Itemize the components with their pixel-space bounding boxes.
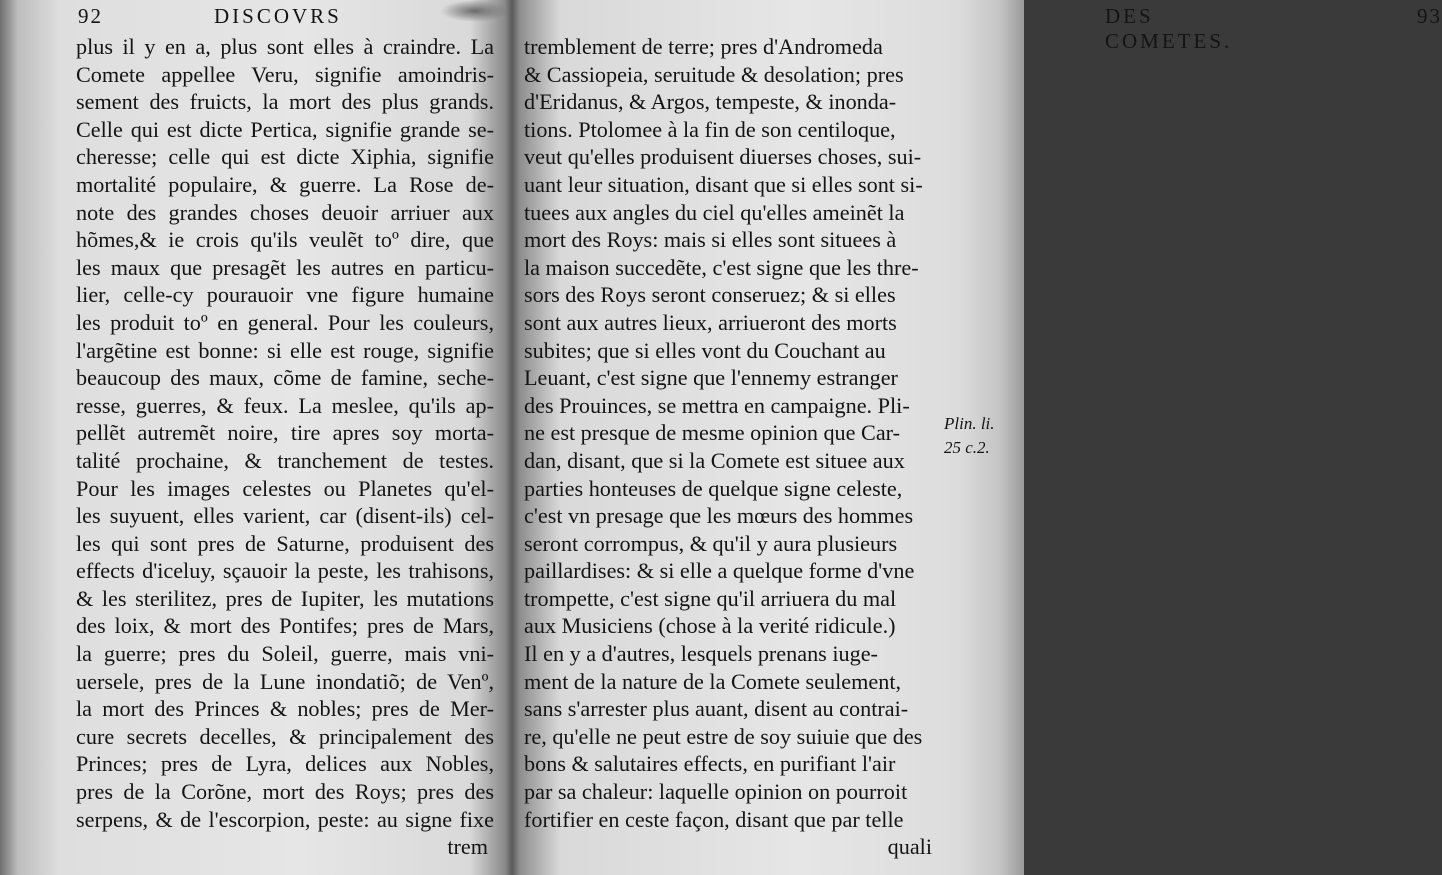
text-line: dan, disant, que si la Comete est situee aux: [524, 447, 905, 473]
text-line: Il en y a d'autres, lesquels prenans iuge-: [524, 641, 878, 667]
text-line: aux Musiciens (chose à la verité ridicule.): [524, 613, 896, 639]
text-line: les qui sont pres de Saturne, produisent des: [76, 530, 494, 556]
left-running-head: [0, 4, 505, 32]
text-line: sans s'arrester plus auant, disent au contrai-: [524, 696, 909, 722]
text-line: serpens, & de l'escorpion, peste: au signe fixe: [76, 806, 494, 832]
text-line: bons & salutaires effects, en purifiant l'air: [524, 751, 896, 777]
left-page-number: 92: [78, 4, 103, 28]
text-line: la maison succedẽte, c'est signe que les thre-: [524, 254, 919, 280]
right-body-text: [524, 33, 938, 861]
margin-note: [944, 412, 1014, 460]
left-body-text: [76, 33, 494, 861]
text-line: trompette, c'est signe qu'il arriuera du mal: [524, 585, 897, 611]
text-line: uant leur situation, disant que si elles sont si-: [524, 171, 923, 197]
text-line: paillardises: & si elle a quelque forme d'vne: [524, 558, 915, 584]
text-line: mortalité populaire, & guerre. La Rose de-: [76, 171, 494, 197]
text-line: Leuant, c'est signe que l'ennemy estranger: [524, 365, 898, 391]
text-line: les maux que presagẽt les autres en particu-: [76, 254, 494, 280]
text-line: veut qu'elles produisent diuerses choses, sui-: [524, 144, 922, 170]
text-line: les produit toº en general. Pour les couleurs,: [76, 309, 494, 335]
right-running-title: DES COMETES.: [1105, 4, 1233, 53]
text-line: par sa chaleur: laquelle opinion on pourroit: [524, 779, 908, 805]
text-line: Celle qui est dicte Pertica, signifie grande se-: [76, 116, 494, 142]
text-line: tremblement de terre; pres d'Andromeda: [524, 34, 883, 59]
text-line: hõmes,& ie crois qu'ils veulẽt toº dire, que: [76, 227, 494, 253]
margin-note-line: 25 c.2.: [944, 438, 990, 457]
text-line: d'Eridanus, & Argos, tempeste, & inonda-: [524, 89, 897, 115]
left-running-title: DISCOVRS: [214, 4, 342, 28]
text-line: beaucoup des maux, cõme de famine, seche-: [76, 365, 494, 391]
text-line: mort des Roys: mais si elles sont situees à: [524, 227, 897, 253]
text-line: tuees aux angles du ciel qu'elles ameinẽt la: [524, 199, 905, 225]
text-line: & Cassiopeia, seruitude & desolation; pres: [524, 61, 904, 87]
text-line: des loix, & mort des Pontifes; pres de Mars,: [76, 613, 494, 639]
catchword: quali: [887, 834, 932, 860]
text-line: pellẽt autremẽt noire, tire apres soy morta-: [76, 420, 494, 446]
text-line: pres de la Corõne, mort des Roys; pres des: [76, 779, 494, 805]
text-line: ment de la nature de la Comete seulement,: [524, 668, 902, 694]
text-line: les suyuent, elles varient, car (disent-ils) cel-: [76, 503, 494, 529]
text-line: cheresse; celle qui est dicte Xiphia, signifie: [76, 144, 494, 170]
text-line: Princes; pres de Lyra, delices aux Nobles,: [76, 751, 494, 777]
text-line: l'argẽtine est bonne: si elle est rouge, signifie: [76, 337, 494, 363]
text-line: seront corrompus, & qu'il y aura plusieurs: [524, 530, 898, 556]
catchword: trem: [447, 834, 488, 860]
left-page: [0, 0, 505, 875]
text-line: c'est vn presage que les mœurs des hommes: [524, 503, 914, 529]
text-line: uersele, pres de la Lune inondatiõ; de Venº,: [76, 668, 494, 694]
text-line: parties honteuses de quelque signe celeste,: [524, 475, 903, 501]
text-line: talité prochaine, & tranchement de testes.: [76, 447, 494, 473]
text-line: Pour les images celestes ou Planetes qu'el-: [76, 475, 494, 501]
text-line: re, qu'elle ne peut estre de soy suiuie que des: [524, 723, 923, 749]
text-line: tions. Ptolomee à la fin de son centiloque,: [524, 116, 896, 142]
text-line: note des grandes choses deuoir arriuer aux: [76, 199, 494, 225]
text-line: des Prouinces, se mettra en campaigne. Pli-: [524, 392, 910, 418]
text-line: cure secrets decelles, & principalement des: [76, 723, 494, 749]
text-line: Comete appellee Veru, signifie amoindris-: [76, 61, 494, 87]
margin-note-line: Plin. li.: [944, 414, 995, 433]
text-line: resse, guerres, & feux. La meslee, qu'ils ap-: [76, 392, 494, 418]
text-line: subites; que si elles vont du Couchant au: [524, 337, 886, 363]
text-line: sont aux autres lieux, arriueront des morts: [524, 309, 897, 335]
text-line: plus il y en a, plus sont elles à craindre. La: [76, 34, 494, 59]
text-line: sement des fruicts, la mort des plus grands.: [76, 89, 494, 115]
text-line: & les sterilitez, pres de Iupiter, les mutations: [76, 585, 494, 611]
text-line: sors des Roys seront conseruez; & si elles: [524, 282, 896, 308]
text-line: ne est presque de mesme opinion que Car-: [524, 420, 901, 446]
text-line: lier, celle-cy pourauoir vne figure humaine: [76, 282, 494, 308]
text-line: effects d'iceluy, sçauoir la peste, les trahisons,: [76, 558, 494, 584]
text-line: la guerre; pres du Soleil, guerre, mais vni-: [76, 641, 494, 667]
text-line: fortifier en ceste façon, disant que par telle: [524, 806, 904, 832]
text-line: la mort des Princes & nobles; pres de Mer-: [76, 696, 494, 722]
right-page-number: 93: [1417, 4, 1442, 28]
